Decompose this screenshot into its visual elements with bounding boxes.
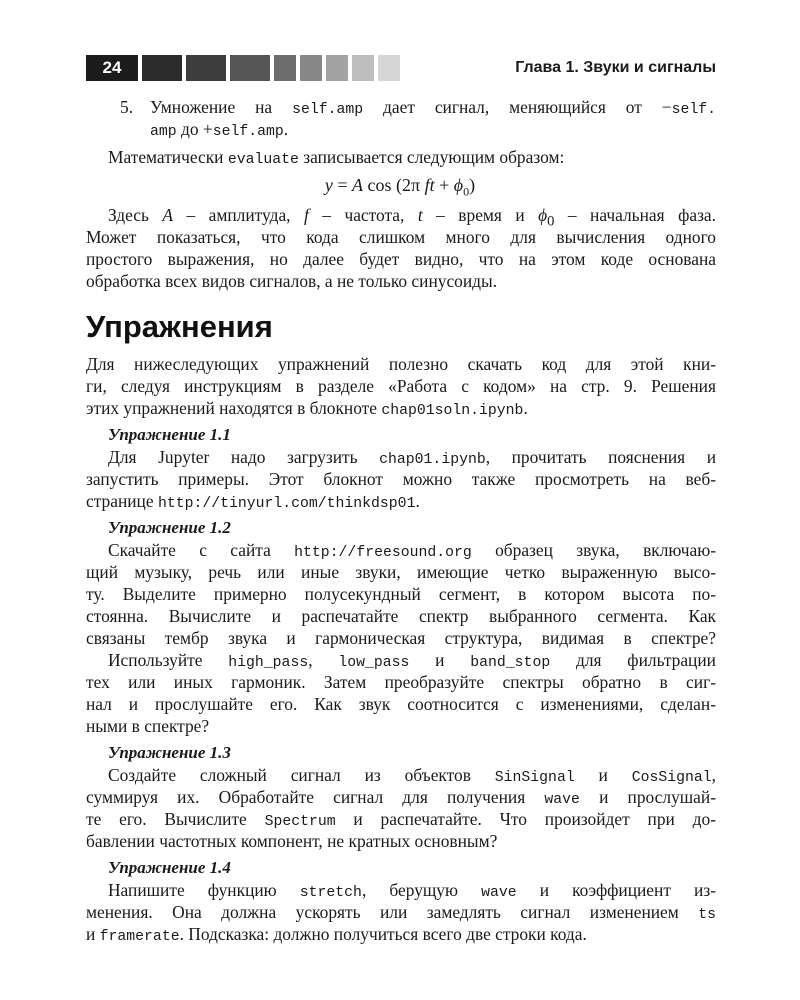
list-item-5-line-2: amp до +self.amp. bbox=[150, 119, 289, 140]
header-bar-1 bbox=[142, 55, 182, 81]
header-bar-5 bbox=[300, 55, 322, 81]
exercise-1-3-line-2: суммируя их. Обработайте сигнал для получения wave и прослушай- bbox=[86, 787, 716, 808]
list-item-5-line-1: Умножение на self.amp дает сигнал, меняющийся от −self. bbox=[150, 97, 716, 118]
chapter-title: Глава 1. Звуки и сигналы bbox=[515, 59, 716, 76]
exercise-1-3-title: Упражнение 1.3 bbox=[108, 743, 231, 762]
explain-line-3: простого выражения, но далее будет видно, что на этом коде основана bbox=[86, 249, 716, 269]
exercise-1-4-line-1: Напишите функцию stretch, берущую wave и коэффициент из- bbox=[108, 880, 716, 901]
exercise-1-3-line-4: бавлении частотных компонент, не кратных основным? bbox=[86, 831, 498, 851]
intro-line-2: ги, следуя инструкциям в разделе «Работа с кодом» на стр. 9. Решения bbox=[86, 376, 716, 396]
page-number: 24 bbox=[86, 55, 138, 81]
header-bar-7 bbox=[352, 55, 374, 81]
header-bar-8 bbox=[378, 55, 400, 81]
exercise-1-3-line-1: Создайте сложный сигнал из объектов SinSignal и CosSignal, bbox=[108, 765, 716, 786]
exercise-1-4-line-3: и framerate. Подсказка: должно получиться всего две строки кода. bbox=[86, 924, 587, 945]
exercise-1-2-line-6: Используйте high_pass, low_pass и band_stop для фильтрации bbox=[108, 650, 716, 671]
exercise-1-4-line-2: менения. Она должна ускорять или замедлять сигнал изменением ts bbox=[86, 902, 716, 923]
exercise-1-2-line-7: тех или иных гармоник. Затем преобразуйте спектры обратно в сиг- bbox=[86, 672, 716, 692]
exercise-1-2-line-3: ту. Выделите примерно полусекундный сегмент, в котором высота по- bbox=[86, 584, 716, 604]
exercise-1-3-line-3: те его. Вычислите Spectrum и распечатайте. Что произойдет при до- bbox=[86, 809, 716, 830]
intro-line-3: этих упражнений находятся в блокноте chap01soln.ipynb. bbox=[86, 398, 528, 419]
math-intro: Математически evaluate записывается следующим образом: bbox=[108, 147, 565, 168]
exercise-1-4-title: Упражнение 1.4 bbox=[108, 858, 231, 877]
list-number: 5. bbox=[120, 97, 134, 117]
exercise-1-1-line-1: Для Jupyter надо загрузить chap01.ipynb, прочитать пояснения и bbox=[108, 447, 716, 468]
intro-line-1: Для нижеследующих упражнений полезно скачать код для этой кни- bbox=[86, 354, 716, 374]
exercise-1-1-title: Упражнение 1.1 bbox=[108, 425, 231, 444]
section-title: Упражнения bbox=[86, 309, 273, 344]
exercise-1-2-title: Упражнение 1.2 bbox=[108, 518, 231, 537]
exercise-1-2-line-9: ными в спектре? bbox=[86, 716, 210, 736]
header-bar-4 bbox=[274, 55, 296, 81]
exercise-1-2-line-8: нал и прослушайте его. Как звук соотносится с изменениями, сделан- bbox=[86, 694, 716, 714]
header-bar-6 bbox=[326, 55, 348, 81]
running-header bbox=[86, 55, 716, 81]
exercise-1-1-line-2: запустить примеры. Этот блокнот можно также просмотреть на веб- bbox=[86, 469, 716, 489]
header-bar-3 bbox=[230, 55, 270, 81]
exercise-1-1-line-3: странице http://tinyurl.com/thinkdsp01. bbox=[86, 491, 420, 512]
header-bar-2 bbox=[186, 55, 226, 81]
exercise-1-2-line-2: щий музыку, речь или иные звуки, имеющие четко выраженную высо- bbox=[86, 562, 716, 582]
exercise-1-2-line-5: связаны тембр звука и гармоническая структура, видимая в спектре? bbox=[86, 628, 716, 648]
explain-line-1: Здесь A – амплитуда, f – частота, t – время и $\phi_0$ – начальная фаза. bbox=[108, 205, 717, 230]
exercise-1-2-line-4: стоянна. Вычислите и распечатайте спектр выбранного сегмента. Как bbox=[86, 606, 716, 626]
explain-line-2: Может показаться, что кода слишком много для вычисления одного bbox=[86, 227, 716, 247]
equation: y = A cos (2π ft + $\phi_0$) bbox=[324, 175, 476, 199]
exercise-1-2-line-1: Скачайте с сайта http://freesound.org образец звука, включаю- bbox=[108, 540, 716, 561]
explain-line-4: обработка всех видов сигналов, а не только синусоиды. bbox=[86, 271, 498, 291]
